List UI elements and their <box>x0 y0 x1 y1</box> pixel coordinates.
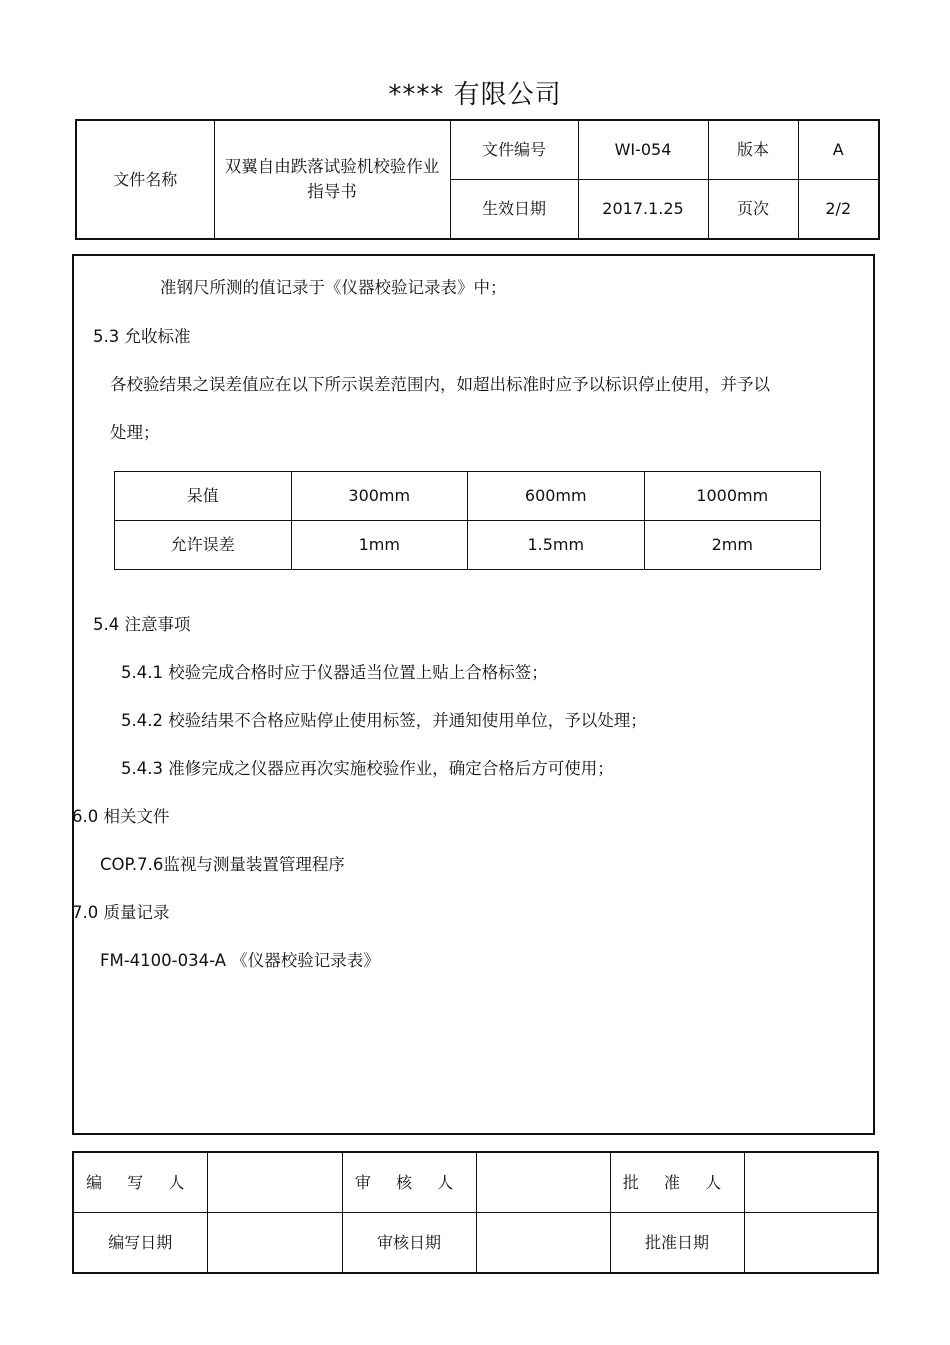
section-5-4-3: 5.4.3 准修完成之仪器应再次实施校验作业，确定合格后方可使用； <box>121 759 614 778</box>
approver-value <box>744 1152 878 1213</box>
document-header-table <box>75 119 880 240</box>
review-date-value <box>476 1213 610 1274</box>
doc-name-value: 双翼自由跌落试验机校验作业指导书 <box>214 120 450 239</box>
review-date-label: 审核日期 <box>342 1213 476 1274</box>
section-5-4-heading: 5.4 注意事项 <box>93 615 191 634</box>
section-6-0-item: COP.7.6监视与测量装置管理程序 <box>100 855 345 874</box>
signature-table <box>72 1151 879 1274</box>
section-5-3-text-2: 处理； <box>110 423 160 442</box>
version-value: A <box>798 120 879 180</box>
effective-date-value: 2017.1.25 <box>578 180 708 240</box>
page-label: 页次 <box>708 180 798 240</box>
doc-name-label: 文件名称 <box>76 120 214 239</box>
reviewer-value <box>476 1152 610 1213</box>
approver-label: 批 准 人 <box>610 1152 744 1213</box>
write-date-label: 编写日期 <box>73 1213 207 1274</box>
section-5-4-1: 5.4.1 校验完成合格时应于仪器适当位置上贴上合格标签； <box>121 663 548 682</box>
section-7-0-heading: 7.0 质量记录 <box>72 903 170 922</box>
company-title: **** 有限公司 <box>388 80 562 110</box>
table-cell: 2mm <box>644 521 821 570</box>
write-date-value <box>207 1213 342 1274</box>
doc-no-value: WI-054 <box>578 120 708 180</box>
approve-date-value <box>744 1213 878 1274</box>
reviewer-label: 审 核 人 <box>342 1152 476 1213</box>
table-cell: 1mm <box>291 521 468 570</box>
section-5-4-2: 5.4.2 校验结果不合格应贴停止使用标签，并通知使用单位，予以处理； <box>121 711 647 730</box>
doc-no-label: 文件编号 <box>450 120 578 180</box>
section-5-3-heading: 5.3 允收标准 <box>93 327 191 346</box>
table-row <box>115 472 821 521</box>
effective-date-label: 生效日期 <box>450 180 578 240</box>
page-value: 2/2 <box>798 180 879 240</box>
approve-date-label: 批准日期 <box>610 1213 744 1274</box>
table-cell: 1.5mm <box>468 521 645 570</box>
version-label: 版本 <box>708 120 798 180</box>
table-cell: 呆值 <box>115 472 292 521</box>
table-cell: 1000mm <box>644 472 821 521</box>
writer-value <box>207 1152 342 1213</box>
section-5-3-text-1: 各校验结果之误差值应在以下所示误差范围内，如超出标准时应予以标识停止使用，并予以 <box>110 375 770 394</box>
table-cell: 300mm <box>291 472 468 521</box>
writer-label: 编 写 人 <box>73 1152 207 1213</box>
table-cell: 600mm <box>468 472 645 521</box>
section-7-0-item: FM-4100-034-A 《仪器校验记录表》 <box>100 951 380 970</box>
section-6-0-heading: 6.0 相关文件 <box>72 807 170 826</box>
table-cell: 允许误差 <box>115 521 292 570</box>
table-row <box>115 521 821 570</box>
tolerance-table <box>114 471 821 570</box>
continued-line: 准钢尺所测的值记录于《仪器校验记录表》中； <box>160 278 507 297</box>
